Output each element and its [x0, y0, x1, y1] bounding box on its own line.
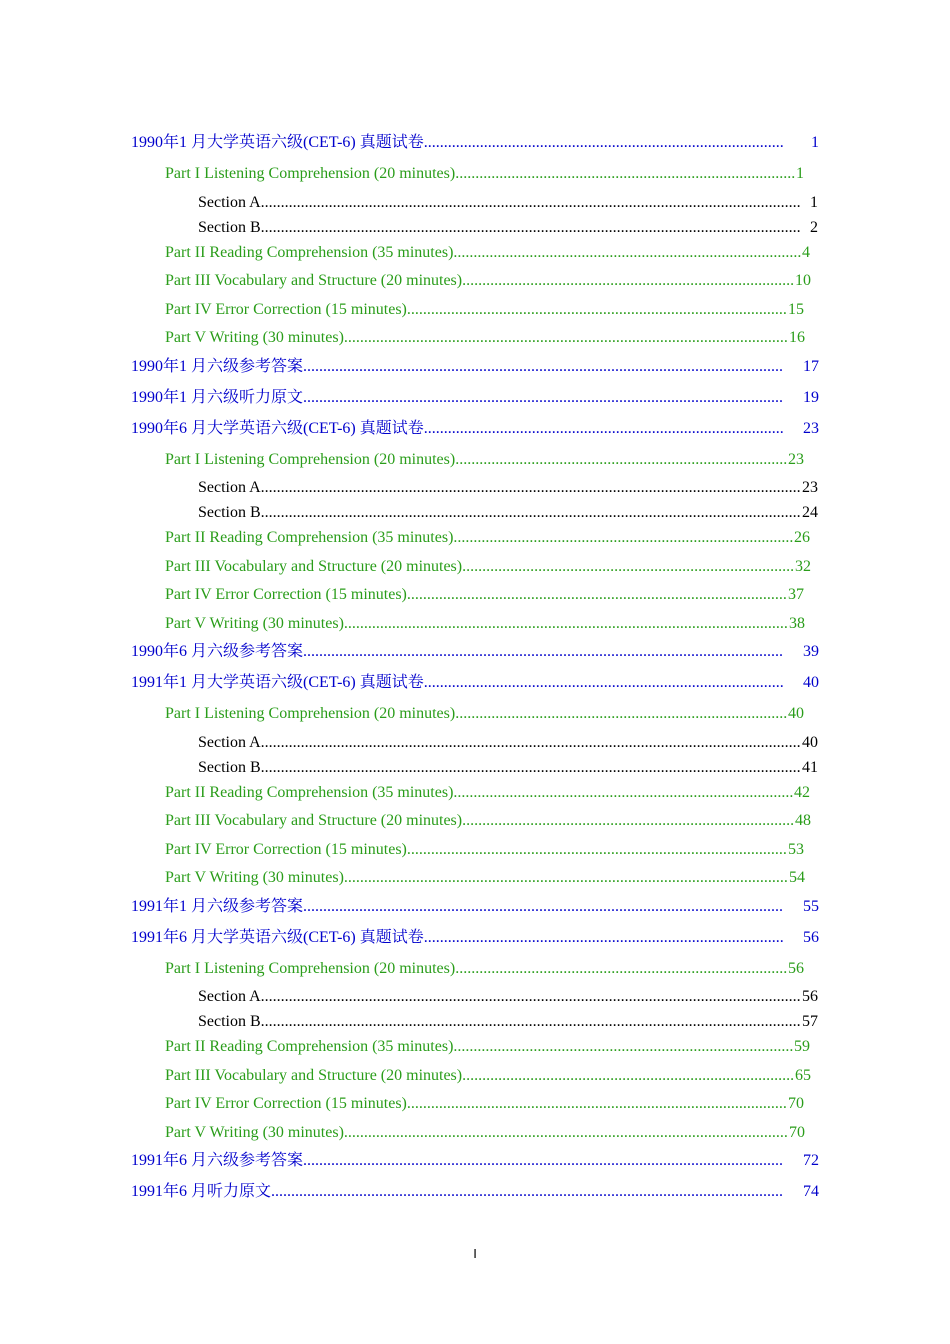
toc-entry-title: 1991年1 月大学英语六级(CET-6) 真题试卷 [131, 674, 424, 691]
toc-entry-title: 1990年6 月大学英语六级(CET-6) 真题试卷 [131, 419, 424, 437]
dot-leader [261, 477, 800, 499]
toc-entry[interactable] [165, 958, 804, 987]
toc-entry-page: 72 [803, 1152, 819, 1169]
toc-entry-title: Section A [198, 988, 261, 1005]
toc-entry-page: 1 [796, 165, 804, 182]
toc-entry-title: Section A [198, 193, 261, 211]
toc-entry[interactable] [131, 418, 819, 449]
toc-entry[interactable] [131, 641, 819, 672]
toc-entry-page: 48 [795, 812, 811, 829]
toc-entry[interactable] [165, 299, 804, 328]
toc-entry[interactable] [131, 132, 819, 163]
dot-leader [424, 132, 783, 154]
toc-entry[interactable] [165, 327, 805, 356]
toc-entry-title: Part I Listening Comprehension (20 minutes) [165, 959, 456, 977]
page-number: I [473, 1246, 477, 1261]
toc-entry-page: 56 [788, 959, 804, 977]
toc-entry-title: Part I Listening Comprehension (20 minutes) [165, 705, 456, 722]
dot-leader [261, 217, 800, 239]
table-of-contents [0, 132, 950, 1212]
dot-leader [344, 1122, 789, 1144]
dot-leader [303, 1150, 783, 1172]
toc-entry-page: 1 [811, 134, 819, 151]
dot-leader [261, 732, 800, 754]
dot-leader [407, 839, 788, 861]
dot-leader [303, 641, 783, 663]
toc-entry-page: 70 [788, 1095, 804, 1112]
toc-entry-page: 40 [802, 733, 818, 751]
dot-leader [453, 527, 794, 549]
toc-entry-page: 23 [803, 419, 819, 437]
dot-leader [261, 502, 800, 524]
dot-leader [407, 299, 788, 321]
toc-entry[interactable] [165, 584, 804, 613]
toc-entry[interactable] [165, 1036, 810, 1065]
toc-entry-page: 19 [803, 388, 819, 406]
toc-entry[interactable] [165, 242, 810, 271]
toc-entry[interactable] [131, 1150, 819, 1181]
toc-entry-page: 55 [803, 897, 819, 915]
toc-entry-page: 17 [803, 357, 819, 375]
dot-leader [261, 1011, 800, 1033]
toc-entry-page: 26 [794, 529, 810, 546]
toc-entry[interactable] [165, 527, 810, 556]
toc-entry-page: 23 [802, 479, 818, 496]
toc-entry-title: Part III Vocabulary and Structure (20 minutes) [165, 1066, 463, 1084]
toc-entry-page: 1 [810, 193, 818, 211]
toc-entry[interactable] [198, 217, 818, 242]
toc-entry-page: 38 [789, 614, 805, 632]
toc-entry-page: 15 [788, 300, 804, 318]
toc-entry-page: 70 [789, 1123, 805, 1141]
toc-entry-page: 10 [795, 272, 811, 289]
dot-leader [453, 1036, 794, 1058]
dot-leader [453, 242, 802, 264]
toc-entry[interactable] [165, 556, 811, 585]
toc-entry[interactable] [198, 757, 818, 782]
toc-entry[interactable] [198, 192, 818, 217]
toc-entry[interactable] [165, 270, 811, 299]
toc-entry-title: Part III Vocabulary and Structure (20 minutes) [165, 812, 463, 829]
toc-entry-title: 1991年6 月六级参考答案 [131, 1152, 304, 1169]
toc-entry[interactable] [198, 477, 818, 502]
toc-entry-title: Section B [198, 218, 261, 236]
dot-leader [455, 163, 796, 185]
toc-entry-title: 1991年6 月听力原文 [131, 1183, 272, 1200]
toc-entry[interactable] [131, 387, 819, 418]
toc-entry[interactable] [165, 163, 804, 192]
toc-entry[interactable] [131, 927, 819, 958]
toc-entry-page: 57 [802, 1013, 818, 1030]
toc-entry-title: Part V Writing (30 minutes) [165, 614, 344, 632]
toc-entry[interactable] [165, 867, 805, 896]
toc-entry[interactable] [131, 672, 819, 703]
dot-leader [424, 927, 783, 949]
dot-leader [424, 418, 783, 440]
toc-entry-title: Section B [198, 504, 261, 521]
toc-entry-page: 39 [803, 643, 819, 660]
dot-leader [407, 1093, 788, 1115]
toc-entry[interactable] [165, 1122, 805, 1151]
toc-entry[interactable] [198, 732, 818, 757]
toc-entry-page: 74 [803, 1183, 819, 1200]
toc-entry-title: Section A [198, 479, 261, 496]
dot-leader [424, 672, 783, 694]
toc-entry[interactable] [165, 1093, 804, 1122]
dot-leader [261, 757, 800, 779]
toc-entry-title: Section B [198, 758, 261, 776]
toc-entry-title: Part I Listening Comprehension (20 minutes) [165, 450, 456, 468]
toc-entry-page: 24 [802, 504, 818, 521]
dot-leader [344, 867, 789, 889]
toc-entry-title: Part IV Error Correction (15 minutes) [165, 840, 407, 858]
toc-entry[interactable] [165, 613, 805, 642]
toc-entry-title: Part II Reading Comprehension (35 minutes) [165, 783, 454, 801]
toc-entry-title: Part II Reading Comprehension (35 minutes) [165, 529, 454, 546]
toc-entry-title: Part I Listening Comprehension (20 minutes) [165, 165, 456, 182]
toc-entry[interactable] [165, 449, 804, 478]
dot-leader [455, 958, 788, 980]
toc-entry-page: 53 [788, 840, 804, 858]
toc-entry-page: 16 [789, 329, 805, 346]
dot-leader [462, 270, 795, 292]
toc-entry-title: 1990年1 月六级参考答案 [131, 357, 304, 375]
dot-leader [303, 387, 783, 409]
toc-entry-page: 40 [788, 705, 804, 722]
toc-entry-page: 54 [789, 869, 805, 886]
dot-leader [455, 703, 788, 725]
toc-entry-page: 40 [803, 674, 819, 691]
toc-entry[interactable] [131, 1181, 819, 1212]
toc-entry[interactable] [198, 502, 818, 527]
toc-entry-page: 37 [788, 586, 804, 603]
dot-leader [344, 327, 789, 349]
dot-leader [261, 986, 800, 1008]
toc-entry[interactable] [198, 986, 818, 1011]
toc-entry-page: 42 [794, 783, 810, 801]
toc-entry-title: 1990年1 月六级听力原文 [131, 388, 304, 406]
toc-entry[interactable] [165, 782, 810, 811]
toc-entry-page: 59 [794, 1038, 810, 1055]
dot-leader [303, 896, 783, 918]
toc-entry-title: Part V Writing (30 minutes) [165, 869, 344, 886]
toc-entry[interactable] [131, 896, 819, 927]
toc-entry-title: Part V Writing (30 minutes) [165, 1123, 344, 1141]
toc-entry[interactable] [131, 356, 819, 387]
toc-entry-page: 56 [803, 928, 819, 946]
toc-entry-page: 41 [802, 758, 818, 776]
toc-entry-title: 1990年1 月大学英语六级(CET-6) 真题试卷 [131, 134, 424, 151]
toc-entry-title: 1991年1 月六级参考答案 [131, 897, 304, 915]
toc-entry-title: Part V Writing (30 minutes) [165, 329, 344, 346]
toc-entry[interactable] [165, 810, 811, 839]
toc-entry-title: 1991年6 月大学英语六级(CET-6) 真题试卷 [131, 928, 424, 946]
toc-entry[interactable] [165, 839, 804, 868]
toc-entry[interactable] [165, 1065, 811, 1094]
dot-leader [462, 1065, 795, 1087]
dot-leader [303, 356, 783, 378]
toc-entry-page: 4 [802, 243, 810, 261]
toc-entry-title: Part IV Error Correction (15 minutes) [165, 300, 407, 318]
toc-entry-title: Section A [198, 733, 261, 751]
dot-leader [462, 810, 795, 832]
toc-entry-title: Part IV Error Correction (15 minutes) [165, 1095, 407, 1112]
toc-entry-page: 65 [795, 1066, 811, 1084]
toc-entry-title: Section B [198, 1013, 261, 1030]
toc-entry-page: 56 [802, 988, 818, 1005]
toc-entry-page: 2 [810, 218, 818, 236]
toc-entry-title: Part IV Error Correction (15 minutes) [165, 586, 407, 603]
toc-entry-page: 32 [795, 557, 811, 575]
dot-leader [261, 192, 800, 214]
dot-leader [344, 613, 789, 635]
toc-entry-title: Part II Reading Comprehension (35 minutes) [165, 243, 454, 261]
dot-leader [455, 449, 788, 471]
dot-leader [407, 584, 788, 606]
toc-entry-title: Part III Vocabulary and Structure (20 minutes) [165, 557, 463, 575]
toc-entry[interactable] [198, 1011, 818, 1036]
toc-entry-page: 23 [788, 450, 804, 468]
dot-leader [453, 782, 794, 804]
dot-leader [462, 556, 795, 578]
toc-entry-title: 1990年6 月六级参考答案 [131, 643, 304, 660]
toc-entry-title: Part III Vocabulary and Structure (20 minutes) [165, 272, 463, 289]
toc-entry[interactable] [165, 703, 804, 732]
toc-entry-title: Part II Reading Comprehension (35 minutes) [165, 1038, 454, 1055]
dot-leader [271, 1181, 783, 1203]
